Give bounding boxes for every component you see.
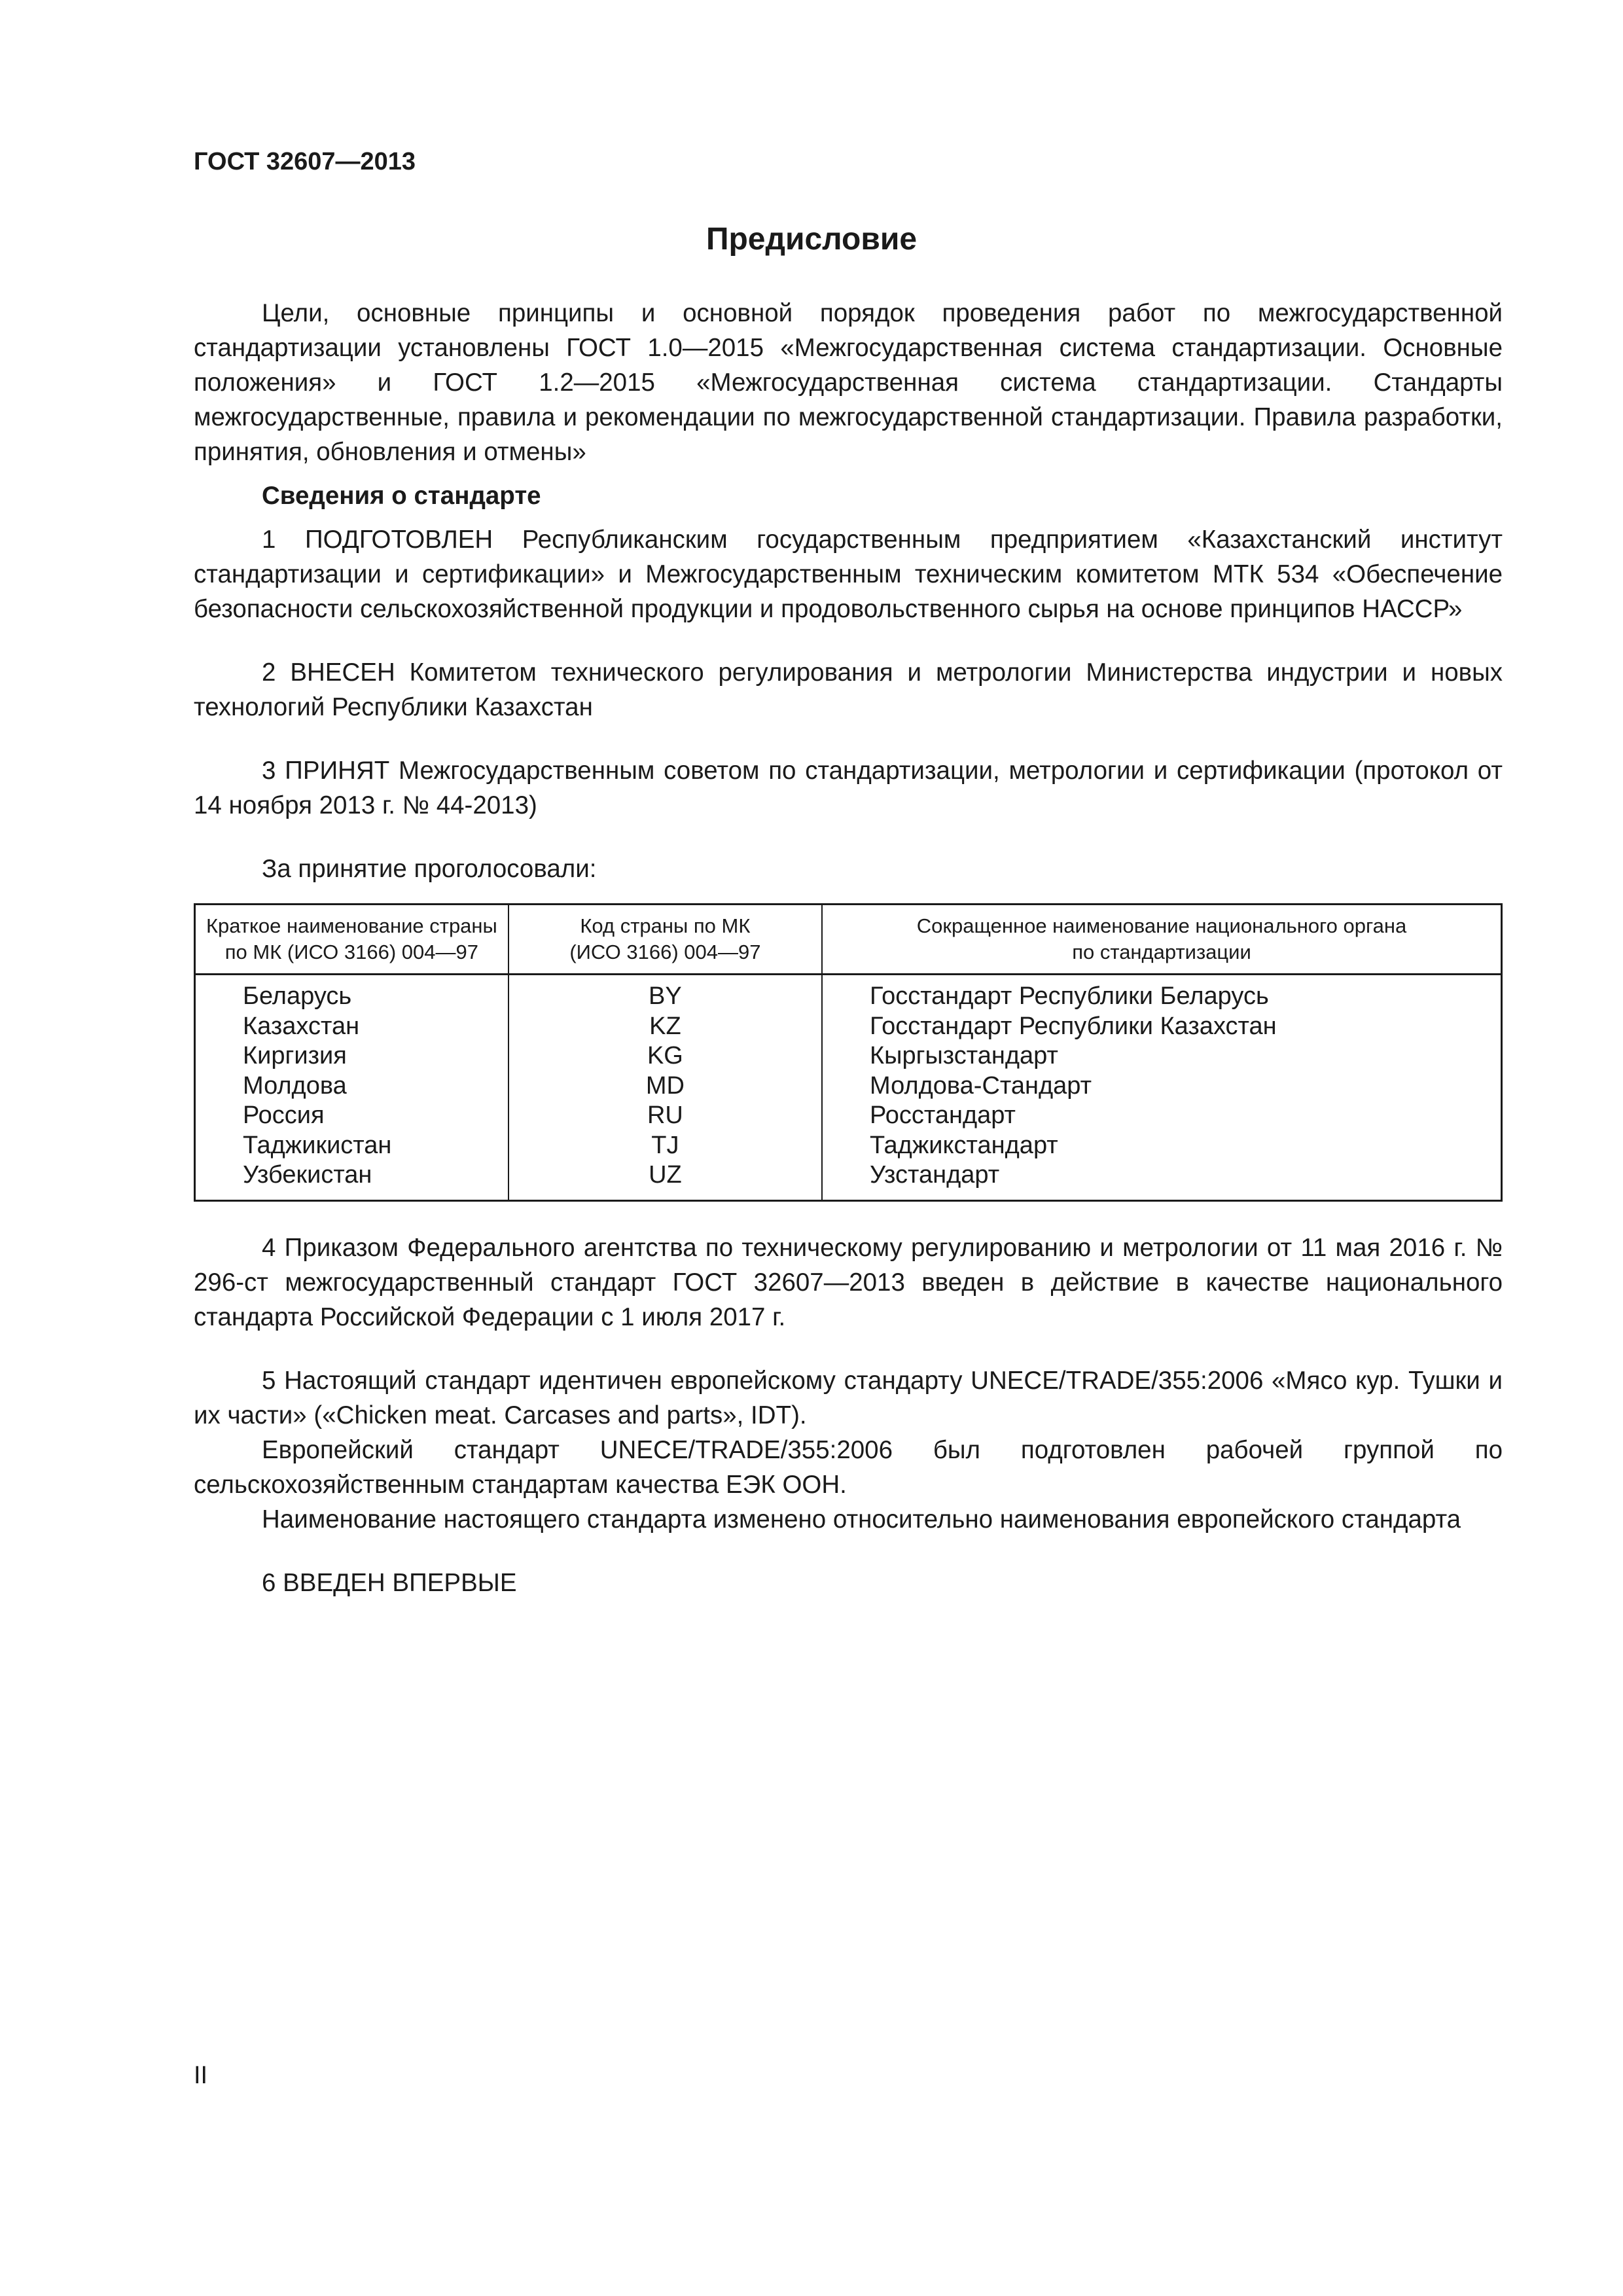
item-identical: 5 Настоящий стандарт идентичен европейскому стандарту UNECE/TRADE/355:2006 «Мясо кур. Тушки и их части» («Chicken meat. Carcases and parts», IDT). [194, 1366, 1503, 1429]
item-adopted: 3 ПРИНЯТ Межгосударственным советом по стандартизации, метрологии и сертификации (протокол от 14 ноября 2013 г. № 44-2013) [194, 757, 1503, 819]
table-row [195, 1012, 1502, 1042]
table-row [195, 1160, 1502, 1200]
document-body [194, 296, 1503, 1600]
table-row [195, 1101, 1502, 1131]
country-code-cell: UZ [508, 1160, 822, 1200]
page-title: Предисловие [705, 222, 918, 257]
standard-info-heading: Сведения о стандарте [262, 482, 541, 510]
country-code-cell: MD [508, 1071, 822, 1102]
country-code-cell: BY [508, 975, 822, 1012]
country-name-cell: Россия [195, 1101, 508, 1131]
intro-paragraph: Цели, основные принципы и основной порядок проведения работ по межгосударственной стандартизации установлены ГОСТ 1.0—2015 «Межгосударственная система стандартизации. Основные положения» и ГОСТ 1.2—2015 «Межгосударственная система стандартизации. Стандарты межгосударственные, правила и рекомендации по межгосударственной стандартизации. Правила разработки, принятия, обновления и отмены» [194, 299, 1503, 466]
item-identical-name-change: Наименование настоящего стандарта изменено относительно наименования европейского стандарта [262, 1505, 1461, 1534]
country-code-cell: RU [508, 1101, 822, 1131]
national-body-cell: Таджикстандарт [822, 1131, 1501, 1161]
national-body-cell: Молдова-Стандарт [822, 1071, 1501, 1102]
table-row [195, 1131, 1502, 1161]
country-code-cell: KG [508, 1041, 822, 1071]
country-code-cell: KZ [508, 1012, 822, 1042]
country-name-cell: Казахстан [195, 1012, 508, 1042]
voting-countries-table [194, 903, 1503, 1202]
national-body-cell: Госстандарт Республики Беларусь [822, 975, 1501, 1012]
voting-intro: За принятие проголосовали: [262, 855, 597, 883]
item-first-introduced: 6 ВВЕДЕН ВПЕРВЫЕ [262, 1568, 517, 1597]
table-row [195, 975, 1502, 1012]
document-code: ГОСТ 32607—2013 [194, 148, 416, 175]
country-name-cell: Киргизия [195, 1041, 508, 1071]
national-body-cell: Росстандарт [822, 1101, 1501, 1131]
national-body-cell: Кыргызстандарт [822, 1041, 1501, 1071]
page-number: II [194, 2062, 208, 2089]
table-row [195, 1071, 1502, 1102]
table-header-row [195, 905, 1502, 975]
national-body-cell: Госстандарт Республики Казахстан [822, 1012, 1501, 1042]
country-code-cell: TJ [508, 1131, 822, 1161]
item-identical-prepared: Европейский стандарт UNECE/TRADE/355:2006 был подготовлен рабочей группой по сельскохозяйственным стандартам качества ЕЭК ООН. [194, 1435, 1503, 1499]
country-name-cell: Таджикистан [195, 1131, 508, 1161]
header-country-code: Код страны по МК (ИСО 3166) 004—97 [508, 905, 822, 975]
header-country-name: Краткое наименование страны по МК (ИСО 3166) 004—97 [195, 905, 508, 975]
header-national-body: Сокращенное наименование национального органа по стандартизации [822, 905, 1501, 975]
item-introduced: 2 ВНЕСЕН Комитетом технического регулирования и метрологии Министерства индустрии и новых технологий Республики Казахстан [194, 658, 1503, 721]
country-name-cell: Молдова [195, 1071, 508, 1102]
table-row [195, 1041, 1502, 1071]
country-name-cell: Беларусь [195, 975, 508, 1012]
item-enacted: 4 Приказом Федерального агентства по техническому регулированию и метрологии от 11 мая 2016 г. № 296-ст межгосударственный стандарт ГОСТ 32607—2013 введен в действие в качестве национального стандарта Российской Федерации с 1 июля 2017 г. [194, 1233, 1503, 1331]
national-body-cell: Узстандарт [822, 1160, 1501, 1200]
country-name-cell: Узбекистан [195, 1160, 508, 1200]
item-prepared: 1 ПОДГОТОВЛЕН Республиканским государственным предприятием «Казахстанский институт стандартизации и сертификации» и Межгосударственным техническим комитетом МТК 534 «Обеспечение безопасности сельскохозяйственной продукции и продовольственного сырья на основе принципов НАССР» [194, 526, 1503, 623]
